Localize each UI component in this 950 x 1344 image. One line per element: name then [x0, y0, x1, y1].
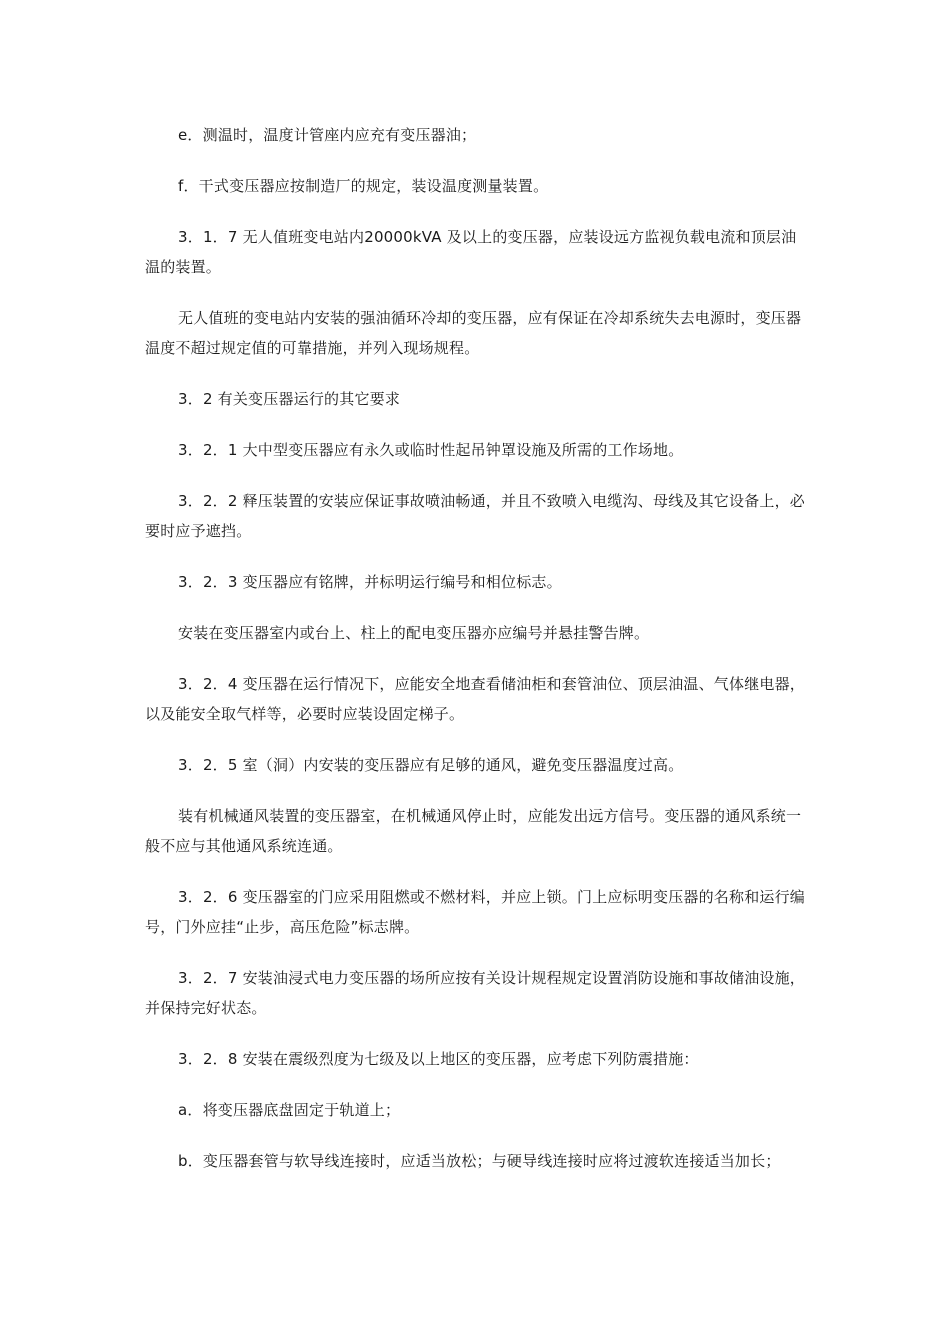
paragraph-3-2-8: 3．2．8 安装在震级烈度为七级及以上地区的变压器，应考虑下列防震措施：: [178, 1050, 699, 1068]
paragraph-forced-oil-cooling: 无人值班的变电站内安装的强油循环冷却的变压器，应有保证在冷却系统失去电源时，变压器温度不超过规定值的可靠措施，并列入现场规程。: [145, 309, 802, 357]
paragraph-dry-transformer-temp: f．干式变压器应按制造厂的规定，装设温度测量装置。: [178, 177, 549, 195]
paragraph-3-2-6: 3．2．6 变压器室的门应采用阻燃或不燃材料，并应上锁。门上应标明变压器的名称和运行编号，门外应挂“止步，高压危险”标志牌。: [145, 888, 806, 936]
document-body: [145, 120, 810, 1197]
paragraph-3-2-5: 3．2．5 室（洞）内安装的变压器应有足够的通风，避免变压器温度过高。: [178, 756, 684, 774]
paragraph-3-2-1: 3．2．1 大中型变压器应有永久或临时性起吊钟罩设施及所需的工作场地。: [178, 441, 684, 459]
section-heading-3-2: 3．2 有关变压器运行的其它要求: [178, 390, 401, 408]
paragraph-3-2-7: 3．2．7 安装油浸式电力变压器的场所应按有关设计规程规定设置消防设施和事故储油设施，并保持完好状态。: [145, 969, 806, 1017]
paragraph-warning-sign: 安装在变压器室内或台上、柱上的配电变压器亦应编号并悬挂警告牌。: [178, 624, 650, 642]
paragraph-mechanical-ventilation: 装有机械通风装置的变压器室，在机械通风停止时，应能发出远方信号。变压器的通风系统一般不应与其他通风系统连通。: [145, 807, 802, 855]
paragraph-3-2-3: 3．2．3 变压器应有铭牌，并标明运行编号和相位标志。: [178, 573, 562, 591]
list-item-a: a．将变压器底盘固定于轨道上；: [178, 1101, 401, 1119]
list-item-b: b．变压器套管与软导线连接时，应适当放松；与硬导线连接时应将过渡软连接适当加长；: [178, 1152, 781, 1170]
paragraph-3-2-2: 3．2．2 释压装置的安装应保证事故喷油畅通，并且不致喷入电缆沟、母线及其它设备上，必要时应予遮挡。: [145, 492, 806, 540]
paragraph-3-1-7: 3．1．7 无人值班变电站内20000kVA 及以上的变压器，应装设远方监视负载电流和顶层油温的装置。: [145, 228, 797, 276]
paragraph-temp-gauge-oil: e．测温时，温度计管座内应充有变压器油；: [178, 126, 477, 144]
paragraph-3-2-4: 3．2．4 变压器在运行情况下，应能安全地查看储油柜和套管油位、顶层油温、气体继电器，以及能安全取气样等，必要时应装设固定梯子。: [145, 675, 806, 723]
